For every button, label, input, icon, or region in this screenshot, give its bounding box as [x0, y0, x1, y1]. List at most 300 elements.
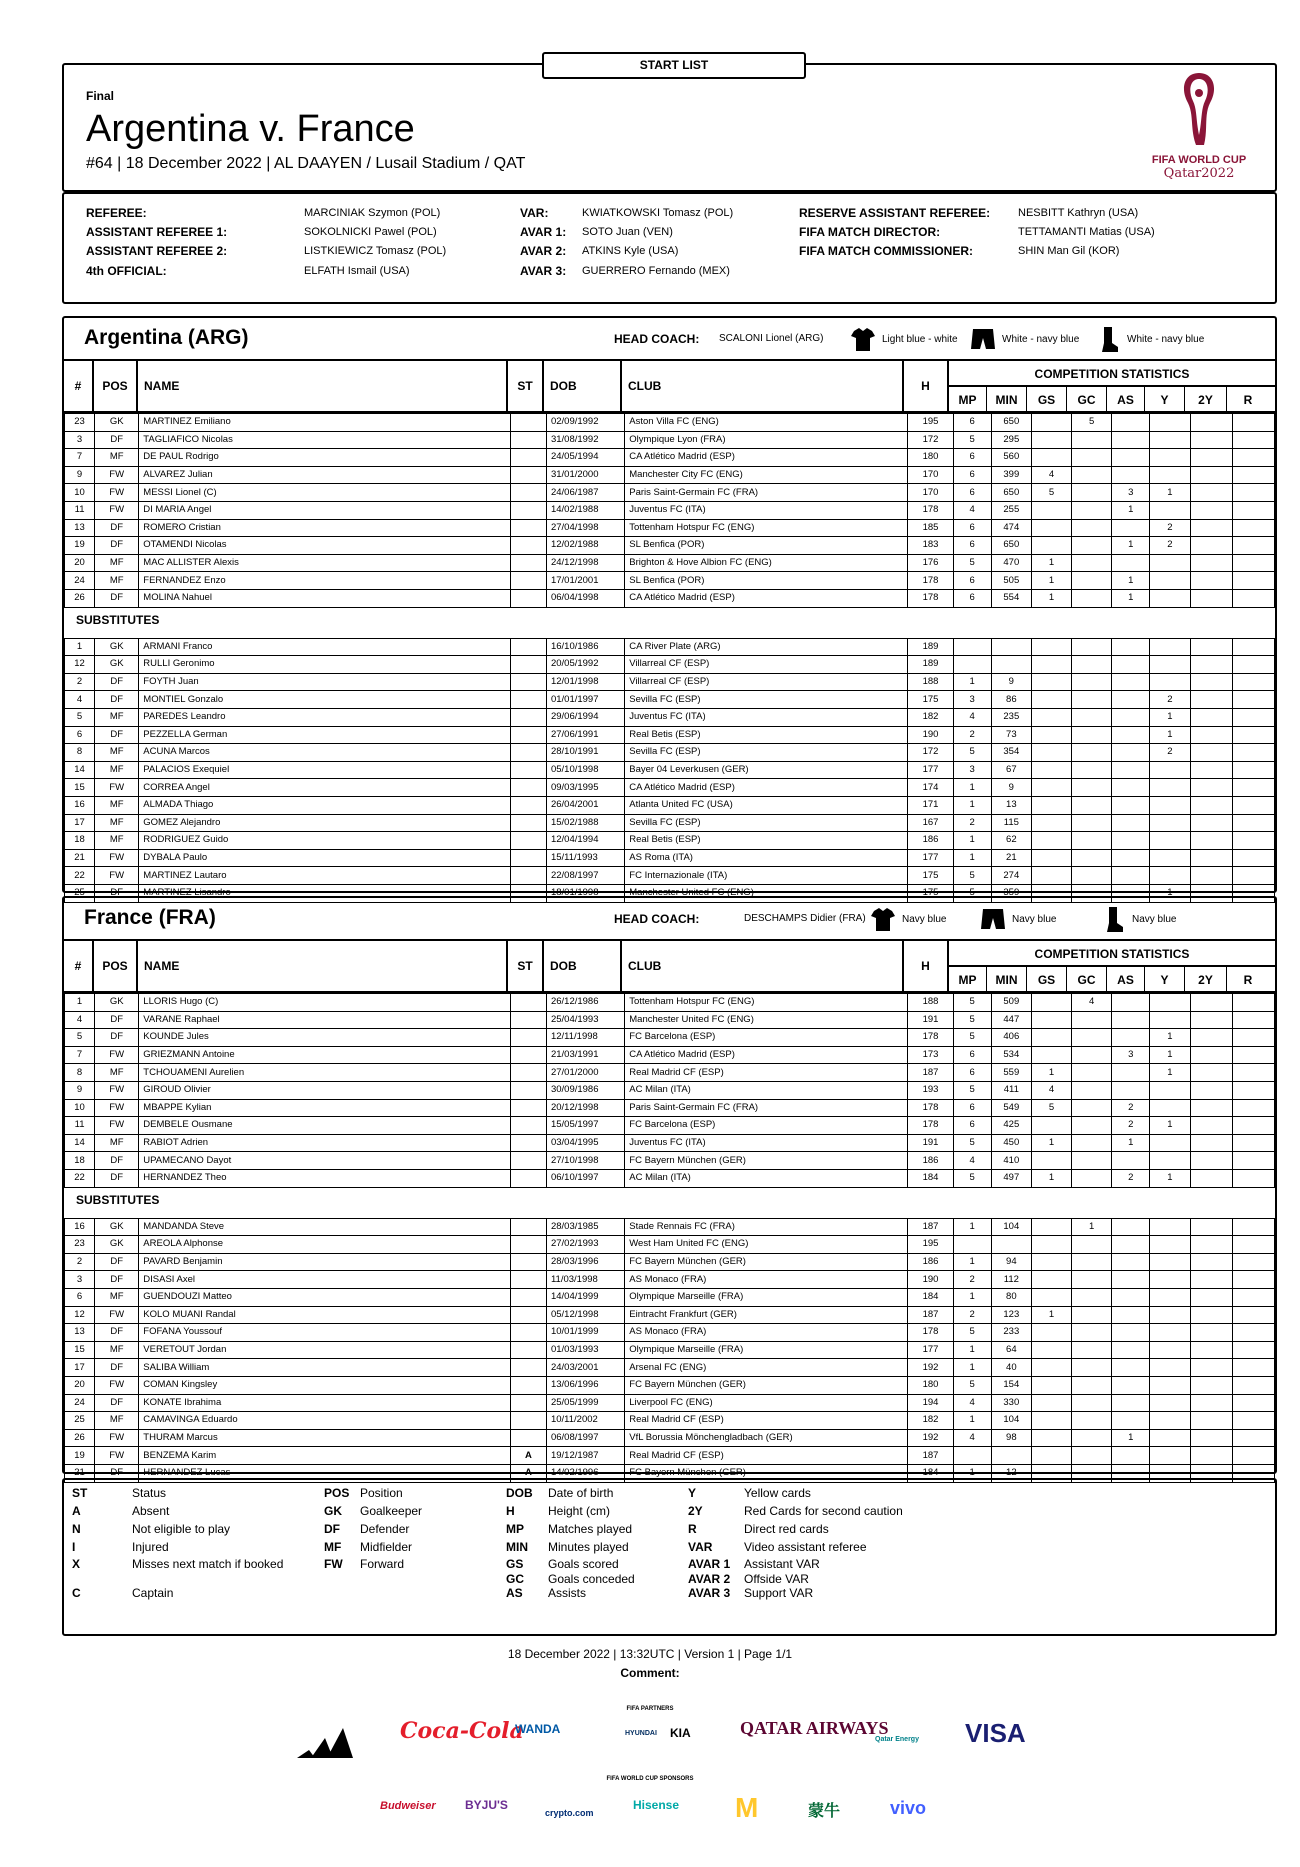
player-cell — [1112, 691, 1150, 709]
legend-value: Support VAR — [744, 1586, 814, 1600]
player-cell — [1072, 1152, 1112, 1170]
player-cell — [1150, 1218, 1190, 1236]
player-cell — [1150, 832, 1190, 850]
player-cell — [1190, 1412, 1232, 1430]
player-cell: 17 — [65, 814, 95, 832]
player-cell — [1072, 1429, 1112, 1447]
player-cell: Real Madrid CF (ESP) — [625, 1447, 908, 1465]
player-cell: 06/08/1997 — [546, 1429, 624, 1447]
socks-icon — [1099, 905, 1127, 933]
player-cell — [1232, 1152, 1274, 1170]
player-cell: 178 — [908, 1029, 953, 1047]
player-cell: DI MARIA Angel — [139, 501, 511, 519]
player-cell: 170 — [908, 484, 953, 502]
player-cell — [991, 638, 1031, 656]
player-cell — [1072, 1169, 1112, 1187]
player-cell — [1072, 744, 1112, 762]
legend-key: A — [72, 1504, 81, 1518]
player-cell — [1112, 1376, 1150, 1394]
player-cell: 7 — [65, 1046, 95, 1064]
substitutes-table — [64, 638, 1275, 903]
player-cell: FC Internazionale (ITA) — [625, 867, 908, 885]
player-cell: 112 — [991, 1271, 1031, 1289]
player-cell — [1190, 484, 1232, 502]
kit-shirt — [849, 324, 958, 354]
player-cell: 15/11/1993 — [546, 849, 624, 867]
player-cell: 195 — [908, 414, 953, 432]
player-cell — [1232, 1394, 1274, 1412]
player-cell — [1112, 814, 1150, 832]
legend-key: GS — [506, 1557, 524, 1571]
player-cell — [1190, 431, 1232, 449]
player-cell: FW — [95, 1429, 139, 1447]
partner-logo: KIA — [670, 1726, 691, 1740]
player-cell — [1190, 554, 1232, 572]
player-cell — [1190, 814, 1232, 832]
player-cell: 31/01/2000 — [546, 466, 624, 484]
player-row — [65, 1236, 1275, 1254]
player-cell: 26/04/2001 — [546, 796, 624, 814]
player-cell: 15 — [65, 779, 95, 797]
match-subtitle: #64 | 18 December 2022 | AL DAAYEN / Lusail Stadium / QAT — [86, 155, 526, 172]
player-cell: CA Atlético Madrid (ESP) — [625, 1046, 908, 1064]
player-cell — [1112, 1306, 1150, 1324]
player-cell: 17 — [65, 1359, 95, 1377]
player-cell: GIROUD Olivier — [139, 1081, 511, 1099]
match-commissioner-name: SHIN Man Gil (KOR) — [1018, 245, 1120, 257]
player-cell — [510, 638, 546, 656]
player-cell: PEZZELLA German — [139, 726, 511, 744]
player-cell: 30/09/1986 — [546, 1081, 624, 1099]
player-cell — [510, 744, 546, 762]
legend-value: Defender — [360, 1522, 410, 1536]
player-cell: 21 — [991, 849, 1031, 867]
player-cell — [510, 1099, 546, 1117]
player-cell: 5 — [1031, 484, 1071, 502]
player-cell: 18 — [65, 1152, 95, 1170]
player-cell: 20/12/1998 — [546, 1099, 624, 1117]
player-cell: 24 — [65, 1394, 95, 1412]
player-cell — [1150, 1412, 1190, 1430]
player-cell — [1232, 779, 1274, 797]
player-cell: 1 — [1031, 1064, 1071, 1082]
player-cell: 559 — [991, 1064, 1031, 1082]
player-cell — [510, 1081, 546, 1099]
kit-shirt-colors: Light blue - white — [882, 333, 958, 345]
legend-value: Minutes played — [548, 1540, 629, 1554]
player-cell: 2 — [65, 1253, 95, 1271]
player-cell — [1232, 1306, 1274, 1324]
player-cell — [1072, 1117, 1112, 1135]
match-title: Argentina v. France — [86, 108, 415, 150]
starters-table — [64, 413, 1275, 608]
player-cell: 1 — [1112, 589, 1150, 607]
player-cell — [510, 537, 546, 555]
player-cell — [1232, 1134, 1274, 1152]
player-cell — [1072, 1046, 1112, 1064]
player-cell: GK — [95, 1218, 139, 1236]
player-cell: 28/03/1985 — [546, 1218, 624, 1236]
legend-value: Red Cards for second caution — [744, 1504, 903, 1518]
player-cell: 193 — [908, 1081, 953, 1099]
player-cell — [1031, 832, 1071, 850]
player-cell — [1232, 1099, 1274, 1117]
player-cell: 15/05/1997 — [546, 1117, 624, 1135]
player-cell: 195 — [908, 1236, 953, 1254]
player-cell — [1150, 1306, 1190, 1324]
player-cell: Real Madrid CF (ESP) — [625, 1412, 908, 1430]
player-cell: THURAM Marcus — [139, 1429, 511, 1447]
stat-column-header: R — [1243, 973, 1253, 987]
column-header: # — [64, 361, 94, 411]
player-cell: 13 — [991, 796, 1031, 814]
player-cell: 191 — [908, 1011, 953, 1029]
player-cell: 5 — [953, 554, 991, 572]
player-cell: MAC ALLISTER Alexis — [139, 554, 511, 572]
player-cell: AREOLA Alphonse — [139, 1236, 511, 1254]
player-cell — [1072, 656, 1112, 674]
stat-column-header: MP — [949, 967, 987, 993]
player-cell: 09/03/1995 — [546, 779, 624, 797]
referee-name: MARCINIAK Szymon (POL) — [304, 207, 441, 219]
player-cell — [1232, 1253, 1274, 1271]
player-row — [65, 656, 1275, 674]
stat-column-header: GC — [1067, 387, 1107, 413]
player-row — [65, 1447, 1275, 1465]
player-cell: Tottenham Hotspur FC (ENG) — [625, 519, 908, 537]
player-row — [65, 1134, 1275, 1152]
column-header-row — [64, 361, 1275, 413]
player-cell: CA Atlético Madrid (ESP) — [625, 449, 908, 467]
player-cell — [1232, 832, 1274, 850]
column-header: CLUB — [622, 941, 904, 991]
player-cell — [1031, 1376, 1071, 1394]
legend-key: AVAR 1 — [688, 1557, 731, 1571]
legend-key: FW — [324, 1557, 343, 1571]
player-cell — [953, 1236, 991, 1254]
kit-socks — [1094, 324, 1204, 354]
player-cell: 23 — [65, 414, 95, 432]
player-cell — [1190, 589, 1232, 607]
player-cell: 295 — [991, 431, 1031, 449]
player-cell — [1190, 638, 1232, 656]
player-cell: DF — [95, 589, 139, 607]
player-cell: SALIBA William — [139, 1359, 511, 1377]
player-cell: 191 — [908, 1134, 953, 1152]
player-row — [65, 1029, 1275, 1047]
shorts-icon — [979, 905, 1007, 933]
player-cell: 184 — [908, 1288, 953, 1306]
player-cell: VERETOUT Jordan — [139, 1341, 511, 1359]
stat-column-header: GS — [1027, 387, 1067, 413]
player-cell: 29/06/1994 — [546, 708, 624, 726]
player-cell — [1232, 414, 1274, 432]
player-cell: FW — [95, 466, 139, 484]
player-cell — [1031, 796, 1071, 814]
player-cell: 560 — [991, 449, 1031, 467]
partner-logo: VISA — [965, 1718, 1026, 1748]
player-cell: DEMBELE Ousmane — [139, 1117, 511, 1135]
player-cell: 1 — [1031, 1306, 1071, 1324]
player-cell — [1232, 589, 1274, 607]
player-cell — [1150, 572, 1190, 590]
player-cell — [1072, 1134, 1112, 1152]
player-cell: Bayer 04 Leverkusen (GER) — [625, 761, 908, 779]
player-cell: 187 — [908, 1064, 953, 1082]
player-cell: 3 — [953, 691, 991, 709]
player-cell: 5 — [953, 1324, 991, 1342]
player-cell: 5 — [953, 867, 991, 885]
player-cell: 5 — [953, 1081, 991, 1099]
player-cell: 5 — [953, 1376, 991, 1394]
player-cell: 2 — [1112, 1169, 1150, 1187]
player-cell — [1150, 414, 1190, 432]
player-cell: 192 — [908, 1429, 953, 1447]
player-cell: 14/02/1988 — [546, 501, 624, 519]
player-cell — [1072, 796, 1112, 814]
player-cell — [1232, 537, 1274, 555]
player-cell — [1112, 638, 1150, 656]
player-row — [65, 466, 1275, 484]
team-name: Argentina (ARG) — [84, 326, 249, 349]
player-row — [65, 673, 1275, 691]
player-cell — [1112, 1288, 1150, 1306]
player-row — [65, 832, 1275, 850]
officials-panel — [62, 192, 1277, 304]
player-cell — [1031, 431, 1071, 449]
player-cell: 02/09/1992 — [546, 414, 624, 432]
player-cell: 19 — [65, 537, 95, 555]
player-cell: 24/03/2001 — [546, 1359, 624, 1377]
player-cell: 1 — [953, 673, 991, 691]
player-cell: 16/10/1986 — [546, 638, 624, 656]
player-row — [65, 779, 1275, 797]
player-row — [65, 1359, 1275, 1377]
player-cell: 12 — [65, 1306, 95, 1324]
player-cell — [1072, 814, 1112, 832]
kit-shorts-colors: Navy blue — [1012, 913, 1057, 925]
player-cell — [1150, 673, 1190, 691]
player-cell: 330 — [991, 1394, 1031, 1412]
player-cell — [1031, 814, 1071, 832]
player-cell — [1112, 708, 1150, 726]
wc-sponsors-label: FIFA WORLD CUP SPONSORS — [606, 1776, 694, 1782]
logo-text-qatar: Qatar2022 — [1163, 166, 1235, 181]
player-cell — [1150, 761, 1190, 779]
player-cell: DF — [95, 726, 139, 744]
column-header: NAME — [138, 941, 508, 991]
player-cell — [1112, 673, 1150, 691]
player-cell: DF — [95, 519, 139, 537]
player-cell: 4 — [65, 1011, 95, 1029]
player-cell: MBAPPE Kylian — [139, 1099, 511, 1117]
substitutes-label: SUBSTITUTES — [76, 612, 160, 627]
player-cell: MF — [95, 796, 139, 814]
player-cell — [1190, 414, 1232, 432]
team-panel-argentina — [62, 316, 1277, 899]
player-cell — [1072, 484, 1112, 502]
player-cell — [1150, 466, 1190, 484]
player-cell: 6 — [953, 572, 991, 590]
player-cell: 9 — [65, 1081, 95, 1099]
avar3-name: GUERRERO Fernando (MEX) — [582, 265, 730, 277]
player-cell — [1031, 1152, 1071, 1170]
player-cell — [510, 449, 546, 467]
player-cell — [1112, 431, 1150, 449]
player-cell — [1072, 1029, 1112, 1047]
player-cell: 13/06/1996 — [546, 1376, 624, 1394]
player-cell: 1 — [1072, 1218, 1112, 1236]
partners-label: FIFA PARTNERS — [626, 1706, 674, 1712]
legend-panel — [62, 1478, 1277, 1636]
player-cell: 1 — [1150, 884, 1190, 902]
player-cell — [1031, 1011, 1071, 1029]
player-cell — [1072, 1306, 1112, 1324]
player-cell: RODRIGUEZ Guido — [139, 832, 511, 850]
player-cell: 16 — [65, 1218, 95, 1236]
fourth-official-name: ELFATH Ismail (USA) — [304, 265, 410, 277]
referee-label: REFEREE: — [86, 206, 147, 220]
player-cell — [1112, 1236, 1150, 1254]
player-cell: 182 — [908, 1412, 953, 1430]
player-cell — [1232, 849, 1274, 867]
ar1-label: ASSISTANT REFEREE 1: — [86, 225, 228, 239]
player-cell — [1112, 519, 1150, 537]
player-cell: 1 — [1150, 708, 1190, 726]
player-cell — [1112, 1412, 1150, 1430]
legend-key: X — [72, 1557, 81, 1571]
player-cell: 9 — [65, 466, 95, 484]
player-cell: DYBALA Paulo — [139, 849, 511, 867]
stat-column-header: 2Y — [1185, 387, 1227, 413]
player-cell: AC Milan (ITA) — [625, 1081, 908, 1099]
player-cell: 178 — [908, 1117, 953, 1135]
player-cell: 26 — [65, 589, 95, 607]
column-header: ST — [508, 361, 544, 411]
player-row — [65, 1011, 1275, 1029]
player-cell — [1072, 554, 1112, 572]
player-cell: 4 — [1031, 466, 1071, 484]
player-cell: 03/04/1995 — [546, 1134, 624, 1152]
player-cell — [1232, 1169, 1274, 1187]
player-cell — [1190, 726, 1232, 744]
player-cell — [510, 726, 546, 744]
player-cell: 5 — [65, 1029, 95, 1047]
player-row — [65, 449, 1275, 467]
player-cell — [1112, 1081, 1150, 1099]
player-cell: Eintracht Frankfurt (GER) — [625, 1306, 908, 1324]
player-cell — [1072, 1324, 1112, 1342]
player-cell: FW — [95, 1081, 139, 1099]
player-cell: 14 — [65, 761, 95, 779]
player-cell: 11 — [65, 501, 95, 519]
player-cell — [1232, 691, 1274, 709]
player-row — [65, 1376, 1275, 1394]
column-header: POS — [94, 941, 138, 991]
player-cell: GK — [95, 414, 139, 432]
player-cell — [1190, 832, 1232, 850]
shorts-icon — [969, 325, 997, 353]
player-cell — [1150, 589, 1190, 607]
player-cell: 4 — [953, 708, 991, 726]
player-row — [65, 1306, 1275, 1324]
player-cell — [1072, 779, 1112, 797]
legend-key: VAR — [688, 1540, 713, 1554]
player-cell — [1031, 1447, 1071, 1465]
fourth-official-label: 4th OFFICIAL: — [86, 264, 167, 278]
player-cell: GK — [95, 1236, 139, 1254]
player-cell — [1072, 1236, 1112, 1254]
player-cell — [1232, 1324, 1274, 1342]
player-cell: FC Bayern München (GER) — [625, 1253, 908, 1271]
wc-sponsor-logo: 蒙牛 — [808, 1803, 841, 1820]
player-cell: VfL Borussia Mönchengladbach (GER) — [625, 1429, 908, 1447]
player-cell — [1112, 994, 1150, 1012]
wc-sponsor-logo: Hisense — [633, 1798, 680, 1812]
player-cell: 176 — [908, 554, 953, 572]
player-cell: RABIOT Adrien — [139, 1134, 511, 1152]
player-cell — [1112, 779, 1150, 797]
player-cell: FC Bayern München (GER) — [625, 1464, 908, 1482]
player-cell — [510, 994, 546, 1012]
player-cell: Villarreal CF (ESP) — [625, 673, 908, 691]
player-cell — [1150, 554, 1190, 572]
legend-key: POS — [324, 1486, 350, 1500]
player-cell — [1190, 1324, 1232, 1342]
player-cell: 6 — [953, 414, 991, 432]
player-cell: 6 — [953, 1046, 991, 1064]
player-cell: BENZEMA Karim — [139, 1447, 511, 1465]
player-cell: 192 — [908, 1359, 953, 1377]
player-cell: 14/04/1999 — [546, 1288, 624, 1306]
player-cell: 354 — [991, 744, 1031, 762]
player-cell: 6 — [953, 589, 991, 607]
player-cell: VARANE Raphael — [139, 1011, 511, 1029]
player-cell — [1072, 1099, 1112, 1117]
player-cell: 1 — [1112, 572, 1150, 590]
player-cell: 470 — [991, 554, 1031, 572]
player-cell: 233 — [991, 1324, 1031, 1342]
player-cell: MF — [95, 449, 139, 467]
player-cell: 1 — [953, 1464, 991, 1482]
player-cell — [510, 1152, 546, 1170]
player-cell: 05/10/1998 — [546, 761, 624, 779]
player-cell: 104 — [991, 1412, 1031, 1430]
player-cell: Villarreal CF (ESP) — [625, 656, 908, 674]
player-cell — [510, 849, 546, 867]
player-cell: Stade Rennais FC (FRA) — [625, 1218, 908, 1236]
player-cell — [1150, 814, 1190, 832]
player-cell — [510, 554, 546, 572]
stat-column-header: Y — [1145, 967, 1185, 993]
player-cell — [1232, 761, 1274, 779]
player-cell — [1072, 726, 1112, 744]
player-cell: 24/05/1994 — [546, 449, 624, 467]
legend-value: Not eligible to play — [132, 1522, 231, 1536]
player-cell: 21 — [65, 1464, 95, 1482]
player-cell — [1150, 779, 1190, 797]
player-cell: 80 — [991, 1288, 1031, 1306]
player-cell: 5 — [953, 1169, 991, 1187]
player-cell: 188 — [908, 994, 953, 1012]
player-cell: 06/04/1998 — [546, 589, 624, 607]
player-cell — [1150, 849, 1190, 867]
reserve-ar-name: NESBITT Kathryn (USA) — [1018, 207, 1139, 219]
player-cell — [1112, 1011, 1150, 1029]
player-cell: 67 — [991, 761, 1031, 779]
player-cell: 406 — [991, 1029, 1031, 1047]
legend-value: Goalkeeper — [360, 1504, 423, 1518]
